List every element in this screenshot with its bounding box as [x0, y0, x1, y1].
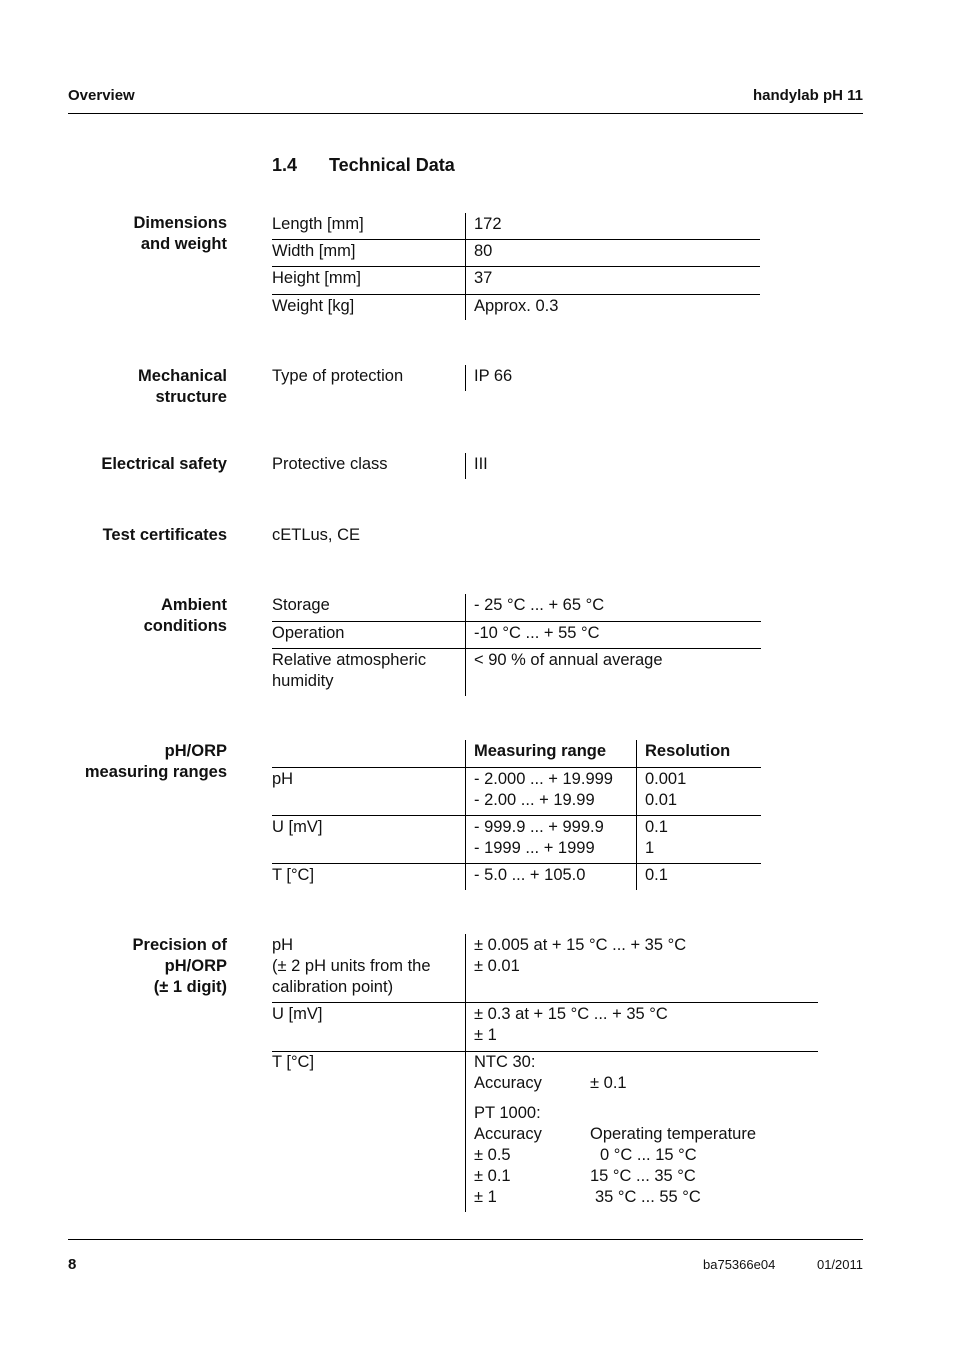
pt-operating-row1: 0 °C ... 15 °C	[600, 1146, 697, 1164]
doc-id: ba75366e04	[703, 1257, 776, 1272]
doc-date: 01/2011	[816, 1257, 863, 1272]
ambient-label: Ambient conditions	[143, 596, 227, 635]
dim-key-width: Width [mm]	[272, 242, 356, 260]
precision-value-mv: ± 0.3 at + 15 °C ... + 35 °C ± 1	[474, 1005, 668, 1044]
mechanical-label: Mechanical structure	[138, 367, 227, 406]
ranges-range-mv: - 999.9 ... + 999.9 - 1999 ... + 1999	[474, 818, 604, 857]
header-left: Overview	[68, 87, 135, 104]
certificates-value: cETLus, CE	[272, 526, 361, 544]
dim-value-weight: Approx. 0.3	[474, 297, 559, 315]
ranges-key-mv: U [mV]	[272, 818, 323, 836]
header-rule	[68, 113, 863, 114]
mechanical-value: IP 66	[474, 367, 513, 385]
ranges-range-ph: - 2.000 ... + 19.999 - 2.00 ... + 19.99	[474, 770, 613, 809]
pt-operating-label: Operating temperature	[590, 1125, 757, 1143]
pt-accuracy-label: Accuracy	[474, 1125, 542, 1143]
electrical-label: Electrical safety	[101, 455, 227, 473]
precision-value-ph: ± 0.005 at + 15 °C ... + 35 °C ± 0.01	[474, 936, 687, 975]
pt-operating-row3: 35 °C ... 55 °C	[595, 1188, 701, 1206]
ranges-res-temp: 0.1	[645, 866, 668, 884]
ranges-head-range: Measuring range	[474, 742, 607, 760]
dimensions-label: Dimensions and weight	[133, 214, 227, 253]
ambient-value-humidity: < 90 % of annual average	[474, 651, 663, 669]
ambient-value-storage: - 25 °C ... + 65 °C	[474, 596, 605, 614]
footer-rule	[68, 1239, 863, 1240]
page-number: 8	[68, 1256, 77, 1273]
pt-operating-row2: 15 °C ... 35 °C	[590, 1167, 696, 1185]
dim-key-height: Height [mm]	[272, 269, 361, 287]
precision-key-mv: U [mV]	[272, 1005, 323, 1023]
pt-accuracy-row2: ± 0.1	[474, 1167, 511, 1185]
ambient-value-operation: -10 °C ... + 55 °C	[474, 624, 600, 642]
dim-value-length: 172	[474, 215, 502, 233]
ranges-res-mv: 0.1 1	[645, 818, 668, 857]
ranges-res-ph: 0.001 0.01	[645, 770, 687, 809]
dim-key-length: Length [mm]	[272, 215, 364, 233]
electrical-value: III	[474, 455, 488, 473]
dim-key-weight: Weight [kg]	[272, 297, 355, 315]
ntc-accuracy-label: Accuracy	[474, 1074, 542, 1092]
ranges-label: pH/ORP measuring ranges	[84, 742, 227, 781]
electrical-key: Protective class	[272, 455, 388, 473]
precision-label: Precision of pH/ORP (± 1 digit)	[132, 936, 227, 996]
section-title: Technical Data	[329, 155, 455, 175]
ntc-accuracy-value: ± 0.1	[590, 1074, 627, 1092]
precision-key-temp: T [°C]	[272, 1053, 315, 1071]
ranges-range-temp: - 5.0 ... + 105.0	[474, 866, 586, 884]
dim-value-height: 37	[474, 269, 493, 287]
section-number: 1.4	[272, 155, 298, 175]
pt-accuracy-row3: ± 1	[474, 1188, 497, 1206]
ambient-key-operation: Operation	[272, 624, 345, 642]
certificates-label: Test certificates	[102, 526, 227, 544]
ranges-key-ph: pH	[272, 770, 294, 788]
ambient-key-humidity: Relative atmospheric humidity	[272, 651, 427, 690]
mechanical-key: Type of protection	[272, 367, 404, 385]
ambient-key-storage: Storage	[272, 596, 330, 614]
dim-value-width: 80	[474, 242, 493, 260]
pt-title: PT 1000:	[474, 1104, 541, 1122]
ntc-title: NTC 30:	[474, 1053, 536, 1071]
pt-accuracy-row1: ± 0.5	[474, 1146, 511, 1164]
header-right: handylab pH 11	[752, 87, 863, 104]
ranges-key-temp: T [°C]	[272, 866, 315, 884]
precision-key-ph: pH (± 2 pH units from the calibration point)	[272, 936, 431, 996]
ranges-head-resolution: Resolution	[645, 742, 731, 760]
